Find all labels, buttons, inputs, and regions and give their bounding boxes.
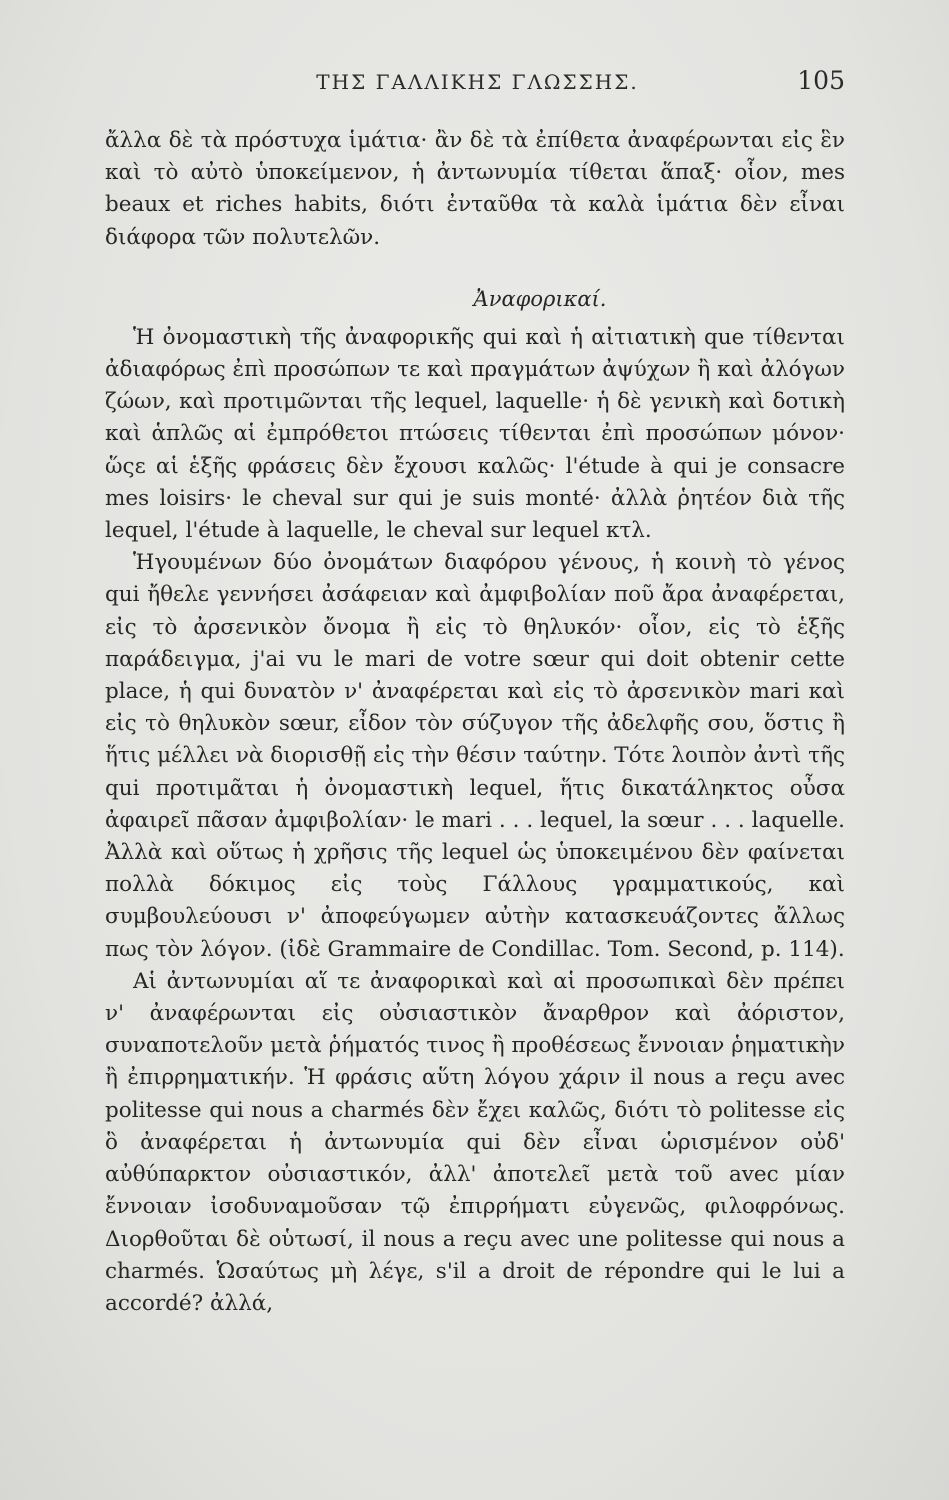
paragraph: Ἡγουμένων δύο ὀνομάτων διαφόρου γένους, ἡ κοινὴ τὸ γένος qui ἤθελε γεννήσει ἀσάφειαν καὶ ἀμφιβολίαν ποῦ ἄρα ἀναφέρεται, εἰς τὸ ἀρσενικὸν ὄνομα ἢ εἰς τὸ θηλυκόν· οἷον, εἰς τὸ ἑξῆς παράδειγμα, j'ai vu le mari de votre sœur qui doit obtenir cette place, ἡ qui δυνατὸν ν' ἀναφέρεται καὶ εἰς τὸ ἀρσενικὸν mari καὶ εἰς τὸ θηλυκὸν sœur, εἶδον τὸν σύζυγον τῆς ἀδελφῆς σου, ὅστις ἢ ἥτις μέλλει νὰ διορισθῇ εἰς τὴν θέσιν ταύτην. Τότε λοιπὸν ἀντὶ τῆς qui προτιμᾶται ἡ ὀνομαστικὴ lequel, ἥτις δικατάληκτος οὖσα ἀφαιρεῖ πᾶσαν ἀμφιβολίαν· le mari . . . lequel, la sœur . . . laquelle. Ἀλλὰ καὶ οὕτως ἡ χρῆσις τῆς lequel ὡς ὑποκειμένου δὲν φαίνεται πολλὰ δόκιμος εἰς τοὺς Γάλλους γραμματικούς, καὶ συμβουλεύουσι ν' ἀποφεύγωμεν αὐτὴν κατασκευάζοντες ἄλλως πως τὸν λόγον. (ἰδὲ Grammaire de Condillac. Tom. Second, p. 114). bbox=[105, 550, 845, 962]
section-heading: Ἀναφορικαί. bbox=[473, 286, 607, 311]
paragraph: ἄλλα δὲ τὰ πρόστυχα ἱμάτια· ἂν δὲ τὰ ἐπίθετα ἀναφέρωνται εἰς ἓν καὶ τὸ αὐτὸ ὑποκείμενον, ἡ ἀντωνυμία τίθεται ἅπαξ· οἷον, mes beaux et riches habits, διότι ἐνταῦθα τὰ καλὰ ἱμάτια δὲν εἶναι διάφορα τῶν πολυτελῶν. bbox=[105, 128, 845, 250]
page-number: 105 bbox=[797, 66, 845, 95]
page-header bbox=[100, 62, 855, 102]
running-title: ΤΗΣ ΓΑΛΛΙΚΗΣ ΓΛΩΣΣΗΣ. bbox=[316, 70, 639, 94]
paragraph: Ἡ ὀνομαστικὴ τῆς ἀναφορικῆς qui καὶ ἡ αἰτιατικὴ que τίθενται ἀδιαφόρως ἐπὶ προσώπων τε καὶ πραγμάτων ἀψύχων ἢ καὶ ἀλόγων ζώων, καὶ προτιμῶνται τῆς lequel, laquelle· ἡ δὲ γενικὴ καὶ δοτικὴ καὶ ἁπλῶς αἱ ἐμπρόθετοι πτώσεις τίθενται ἐπὶ προσώπων μόνον· ὥςε αἱ ἑξῆς φράσεις δὲν ἔχουσι καλῶς· l'étude à qui je consacre mes loisirs· le cheval sur qui je suis monté· ἀλλὰ ῥητέον διὰ τῆς lequel, l'étude à laquelle, le cheval sur lequel κτλ. bbox=[105, 324, 845, 544]
paragraph: Αἱ ἀντωνυμίαι αἵ τε ἀναφορικαὶ καὶ αἱ προσωπικαὶ δὲν πρέπει ν' ἀναφέρωνται εἰς οὐσιαστικὸν ἄναρθρον καὶ ἀόριστον, συναποτελοῦν μετὰ ῥήματός τινος ἢ προθέσεως ἔννοιαν ῥηματικὴν ἢ ἐπιρρηματικήν. Ἡ φράσις αὕτη λόγου χάριν il nous a reçu avec politesse qui nous a charmés δὲν ἔχει καλῶς, διότι τὸ politesse εἰς ὃ ἀναφέρεται ἡ ἀντωνυμία qui δὲν εἶναι ὡρισμένον οὐδ' αὐθύπαρκτον οὐσιαστικόν, ἀλλ' ἀποτελεῖ μετὰ τοῦ avec μίαν ἔννοιαν ἰσοδυναμοῦσαν τῷ ἐπιρρήματι εὐγενῶς, φιλοφρόνως. Διορθοῦται δὲ οὑτωσί, il nous a reçu avec une politesse qui nous a charmés. Ὡσαύτως μὴ λέγε, s'il a droit de répondre qui le lui a accordé? ἀλλά, bbox=[105, 968, 845, 1316]
body-text bbox=[105, 125, 845, 1320]
